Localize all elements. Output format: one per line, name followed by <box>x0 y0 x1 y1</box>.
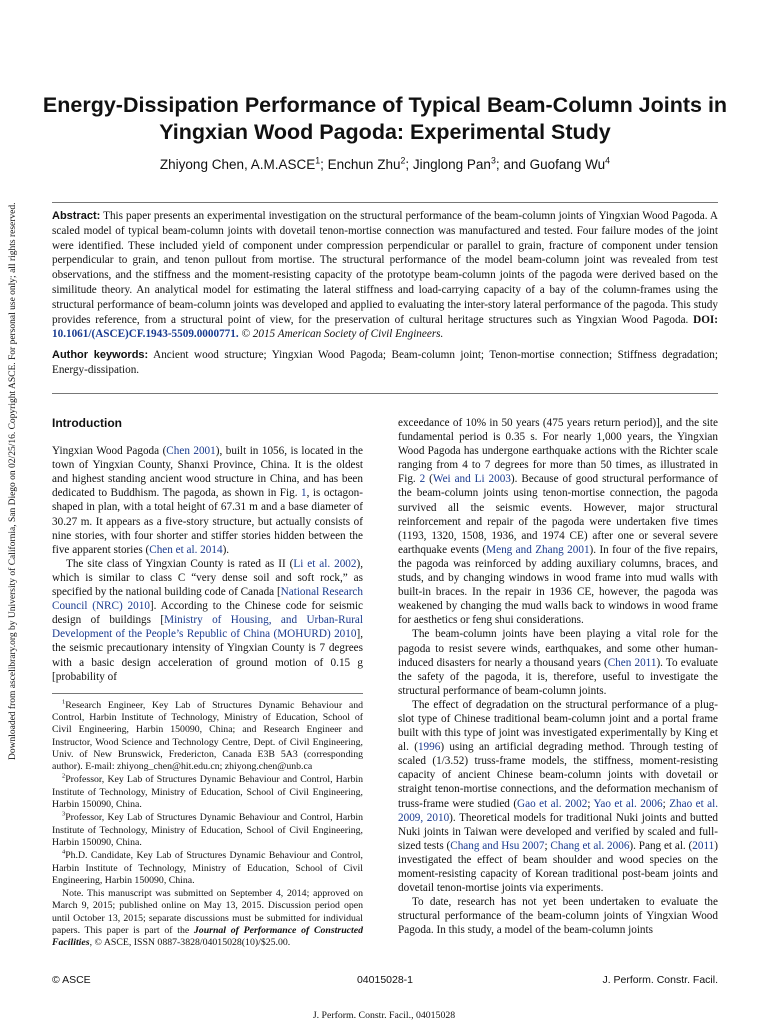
left-paragraph <box>52 557 363 684</box>
doi-label: DOI: <box>693 313 719 326</box>
body-text: , is octagon-shaped in plan, with a total height of 67.31 m and a base diameter of 30.27 m. It appears as a five-story structure, but actually consists of nine stories, with four shorter and stiffer stories hidden between the five apparent stories ( <box>52 487 363 556</box>
citation-link[interactable]: Wei and Li 2003 <box>432 473 511 486</box>
footer-journal: J. Perform. Constr. Facil. <box>602 974 718 986</box>
journal-name: Journal of Performance of Constructed Facilities <box>52 925 363 949</box>
affiliation-footnote <box>52 700 363 774</box>
footer-copyright: © ASCE <box>52 974 91 986</box>
footnote-marker: 4 <box>62 848 66 856</box>
citation-link[interactable]: Chen 2001 <box>166 445 216 458</box>
author-name: Jinglong Pan <box>412 157 491 172</box>
author-name: Guofang Wu <box>529 157 606 172</box>
body-text: ; <box>587 797 594 810</box>
citation-link[interactable]: Chen et al. 2014 <box>149 543 223 556</box>
body-text: The beam-column joints have been playing a vital role for the pagoda to resist severe winds, earthquakes, and some other human-induced disasters for nearly a thousand years ( <box>398 628 718 669</box>
left-paragraphs <box>52 444 363 684</box>
affiliation-footnote <box>52 850 363 887</box>
citation-link[interactable]: Ministry of Housing, and Urban-Rural Development of the People’s Republic of China (MOHURD) 2010 <box>52 614 364 641</box>
footnote-text: Professor, Key Lab of Structures Dynamic Behaviour and Control, Harbin Institute of Technology, Ministry of Education, School of Civil Engineering, Harbin 150090, China. <box>52 812 363 848</box>
right-paragraph <box>398 627 718 697</box>
body-text: The site class of Yingxian County is rated as II ( <box>66 557 294 570</box>
body-text: ), built in 1056, is located in the town of Yingxian County, Shanxi Province, China. It is the oldest and highest standing ancient wood structure in China, and has been dedicated to Buddhism. The pagoda, as shown in Fig. <box>52 445 363 500</box>
footnote-list <box>52 700 363 887</box>
abstract-text: This paper presents an experimental investigation on the structural performance of the beam-column joints of Yingxian Wood Pagoda. A scaled model of typical beam-column joints with dovetail tenon-mortise connection was manufactured and tested. Four failure modes of the joint were identified. These included yield of component under compression perpendicular or parallel to grain, fracture of component under tension perpendicular to grain, and tenon pullout from mortise. The structural performance of the model beam-column joint was revealed from test observations, and the stiffness and the moment-resisting capacity of the prototype beam-column joints of the pagoda were derived based on the similitude theory. An analytical model for estimating the lateral stiffness and load-carrying capacity of a bay of the column-frames using the structural performance of beam-column joints was developed and applied to evaluating the inter-story lateral performance of the pagoda. This study provides reference, from a structural point of view, for the preservation of cultural heritage structures such as Yingxian Wood Pagoda. <box>52 210 718 326</box>
body-text: ). <box>222 543 230 556</box>
author-name: Zhiyong Chen, A.M.ASCE <box>159 157 316 172</box>
body-text: ). In four of the five repairs, the pagoda was reinforced by adding auxiliary columns, braces, and studs, and by changing windows in wood frame into mud walls with built-in braces. In the repair in 1936 CE, however, the pagoda was weakened by changing the mud walls back to windows in wood frame for aesthetics or feng shui considerations. <box>398 543 718 627</box>
body-text: ) investigated the effect of beam shoulder and wood species on the moment-resisting capacity of Korean traditional post-beam joints and dovetail tenon-mortise joints via experiments. <box>398 839 718 895</box>
author-affiliation-marker: 3 <box>490 155 496 166</box>
page-footer <box>52 974 718 988</box>
body-text: ( <box>425 473 433 486</box>
author-name: Enchun Zhu <box>327 157 401 172</box>
citation-link[interactable]: Li et al. 2002 <box>293 557 357 570</box>
left-column <box>52 408 363 951</box>
keywords-text: Ancient wood structure; Yingxian Wood Pagoda; Beam-column joint; Tenon-mortise connection; Stiffness degradation; Energy-dissipation. <box>52 349 718 376</box>
body-text: The effect of degradation on the structural performance of a plug-slot type of Chinese traditional beam-column joint and a portal frame built with this type of joint was investigated experimentally by King et al. ( <box>398 698 718 754</box>
citation-link[interactable]: Zhao et al. 2009, 2010 <box>398 797 718 824</box>
footnote-text: Ph.D. Candidate, Key Lab of Structures Dynamic Behaviour and Control, Harbin Institute of Technology, Ministry of Education, School of Civil Engineering, Harbin 150090, China. <box>52 850 363 886</box>
body-text: ), which is similar to class C “very dense soil and soft rock,” as specified by the national building code of Canada [ <box>52 557 364 599</box>
body-text: To date, research has not yet been undertaken to evaluate the structural performance of the beam-column joints of Yingxian Wood Pagoda. In this study, a model of the beam-column joints <box>398 896 718 937</box>
citation-link[interactable]: Chang and Hsu 2007 <box>450 839 545 852</box>
manuscript-note <box>52 888 363 949</box>
footnote-text: Professor, Key Lab of Structures Dynamic Behaviour and Control, Harbin Institute of Technology, Ministry of Education, School of Civil Engineering, Harbin 150090, China. <box>52 774 363 811</box>
section-heading: Introduction <box>52 416 122 430</box>
body-text: ). Theoretical models for traditional Nuki joints and butted Nuki joints in Taiwan were developed and verified by scaled and full-sized tests ( <box>398 811 719 852</box>
right-column <box>398 416 718 937</box>
body-text: ], the seismic precautionary intensity of Yingxian County is 7 degrees with a basic design acceleration of ground motion of 0.15 g [probability of <box>52 628 363 683</box>
citation-link[interactable]: 2011 <box>692 839 715 852</box>
left-paragraph <box>52 444 363 557</box>
right-paragraph <box>398 698 718 895</box>
author-affiliation-marker: 1 <box>315 155 321 166</box>
body-text: ). To evaluate the safety of the pagoda, it is, therefore, useful to investigate the structural performance of beam-column joints. <box>398 656 718 697</box>
download-notice <box>0 200 16 760</box>
body-text: ) using an artificial degrading method. Through testing of scaled (1/3.52) truss-frame models, the stiffness, moment-resisting capacity of ancient Chinese beam-column joints with dovetail or straight tenon-mortise connections, and the deformation mechanism of truss-frame were studied ( <box>398 741 718 810</box>
keywords <box>52 348 718 378</box>
download-notice-text: Downloaded from ascelibrary.org by University of California, San Diego on 02/25/16. Copyright ASCE. For personal use only; all rights reserved. <box>8 202 18 760</box>
copyright-notice: © 2015 American Society of Civil Engineers. <box>241 328 444 341</box>
body-text: ]. According to the Chinese code for seismic design of buildings [ <box>52 600 363 627</box>
abstract-block <box>52 202 718 394</box>
footnotes <box>52 693 363 950</box>
citation-link[interactable]: Chang et al. 2006 <box>550 839 630 852</box>
abstract <box>52 209 718 342</box>
body-text: ). Because of good structural performance of the beam-column joints using tenon-mortise connection, the pagoda survived all the seismic events. However, major structural reinforcement and repair of the pagoda were undertaken five times (1193, 1320, 1508, 1936, and 1974 CE) after one or several severe earthquake events ( <box>398 473 718 556</box>
right-paragraphs <box>398 416 718 937</box>
body-text: exceedance of 10% in 50 years (475 years return period)], and the site fundamental period is 0.35 s. For nearly 1,000 years, the Yingxian Wood Pagoda has undergone earthquake actions with the Richter scale ranging from 4 to 7 degrees for more than 50 times, as illustrated in Fig. <box>398 417 718 486</box>
citation-link[interactable]: Meng and Zhang 2001 <box>486 543 590 556</box>
citation-link[interactable]: 1996 <box>417 741 441 754</box>
affiliation-footnote <box>52 774 363 811</box>
citation-link[interactable]: National Research Council (NRC) 2010 <box>52 586 363 613</box>
citation-link[interactable]: 1 <box>301 487 307 500</box>
doi-link[interactable]: 10.1061/(ASCE)CF.1943-5509.0000771. <box>52 328 239 341</box>
citation-link[interactable]: Yao et al. 2006 <box>593 797 663 810</box>
footnote-marker: 1 <box>62 698 66 706</box>
manuscript-note-text: Note. This manuscript was submitted on September 4, 2014; approved on March 9, 2015; published online on May 13, 2015. Discussion period open until October 13, 2015; separate discussions must be submitted for individual papers. This paper is part of the <box>52 888 363 937</box>
citation-link[interactable]: Chen 2011 <box>607 656 657 669</box>
body-text: ; <box>544 839 551 852</box>
footnote-marker: 3 <box>62 811 66 819</box>
citation-link[interactable]: 2 <box>419 473 426 486</box>
right-paragraph <box>398 895 718 937</box>
footer-page-id: 04015028-1 <box>356 974 414 986</box>
keywords-label: Author keywords: <box>52 349 149 362</box>
manuscript-note-tail: , © ASCE, ISSN 0887-3828/04015028(10)/$25.00. <box>89 937 291 949</box>
author-affiliation-marker: 4 <box>605 155 611 166</box>
body-text: ). Pang et al. ( <box>629 839 693 852</box>
right-paragraph <box>398 416 718 627</box>
paper-title: Energy-Dissipation Performance of Typical Beam-Column Joints in Yingxian Wood Pagoda: Experimental Study <box>42 93 728 144</box>
author-list: Zhiyong Chen, A.M.ASCE$^1$; Enchun Zhu$^2$; Jinglong Pan$^3$; and Guofang Wu$^4$ <box>159 155 611 172</box>
bottom-citation: J. Perform. Constr. Facil., 04015028 <box>312 1010 456 1021</box>
author-affiliation-marker: 2 <box>400 155 406 166</box>
body-text: Yingxian Wood Pagoda ( <box>52 445 167 458</box>
footnote-text: Research Engineer, Key Lab of Structures Dynamic Behaviour and Control, Harbin Institute of Technology, Ministry of Education, School of Civil Engineering, Harbin 150090, China; and Research Engineer and Instructor, Wood Science and Technology Centre, Dept. of Civil Engineering, Univ. of New Brunswick, Fredericton, Canada E3B 5A3 (corresponding author). E-mail: zhiyong_chen@hit.edu.cn; zhiyong.chen@unb.ca <box>52 699 363 773</box>
footnote-marker: 2 <box>62 773 66 781</box>
abstract-label: Abstract: <box>52 210 101 222</box>
citation-link[interactable]: Gao et al. 2002 <box>517 797 588 810</box>
body-text: ; <box>662 797 670 810</box>
affiliation-footnote <box>52 812 363 849</box>
